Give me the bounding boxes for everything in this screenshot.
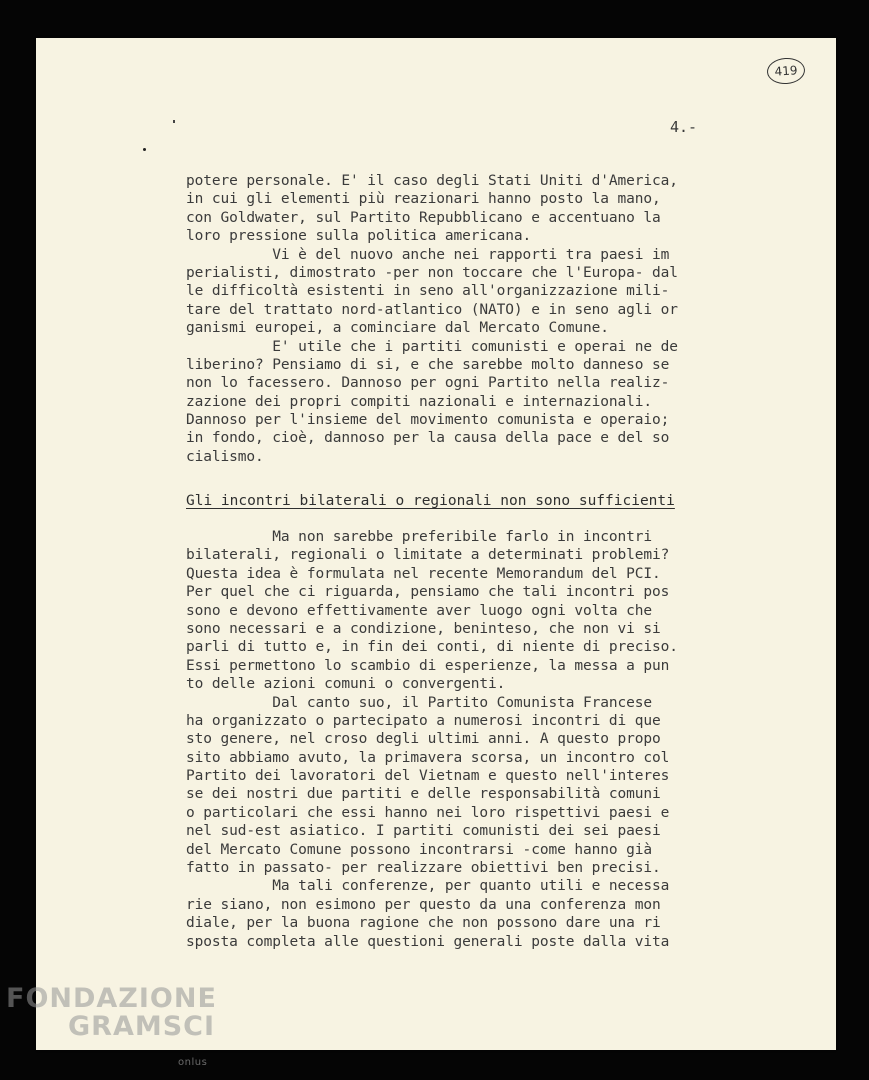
text-line: sposta completa alle questioni generali poste dalla vita <box>186 933 670 950</box>
text-line: Dal canto suo, il Partito Comunista Francese <box>186 694 653 711</box>
text-line: diale, per la buona ragione che non possono dare una ri <box>186 915 661 932</box>
text-line: le difficoltà esistenti in seno all'organizzazione mili- <box>186 283 670 300</box>
text-line: sto genere, nel croso degli ultimi anni. A questo propo <box>186 731 661 748</box>
text-line: se dei nostri due partiti e delle responsabilità comuni <box>186 786 661 803</box>
watermark-line: FONDAZIONE <box>6 983 217 1014</box>
text-line: zazione dei propri compiti nazionali e internazionali. <box>186 393 653 410</box>
section-heading: Gli incontri bilaterali o regionali non sono sufficienti <box>186 493 675 509</box>
text-line: ha organizzato o partecipato a numerosi incontri di que <box>186 712 661 729</box>
text-line: in fondo, cioè, dannoso per la causa della pace e del so <box>186 430 670 447</box>
text-line: Vi è del nuovo anche nei rapporti tra paesi im <box>186 246 670 263</box>
text-line: Per quel che ci riguarda, pensiamo che tali incontri pos <box>186 584 670 601</box>
text-line: cialismo. <box>186 448 264 465</box>
text-line: tare del trattato nord-atlantico (NATO) e in seno agli or <box>186 301 678 318</box>
ink-dot <box>143 148 146 151</box>
text-block-bottom <box>186 528 746 951</box>
document-page <box>36 38 836 1050</box>
text-line: nel sud-est asiatico. I partiti comunisti dei sei paesi <box>186 823 661 840</box>
text-line: liberino? Pensiamo di si, e che sarebbe molto danneso se <box>186 356 670 373</box>
archive-number-stamp: 419 <box>766 57 806 86</box>
text-line: perialisti, dimostrato -per non toccare che l'Europa- dal <box>186 264 678 281</box>
text-line: sito abbiamo avuto, la primavera scorsa, un incontro col <box>186 749 670 766</box>
text-line: o particolari che essi hanno nei loro rispettivi paesi e <box>186 804 670 821</box>
text-line: in cui gli elementi più reazionari hanno posto la mano, <box>186 191 661 208</box>
text-line: Ma non sarebbe preferibile farlo in incontri <box>186 529 653 545</box>
text-line: con Goldwater, sul Partito Repubblicano e accentuano la <box>186 209 661 226</box>
text-line: rie siano, non esimono per questo da una conferenza mon <box>186 896 661 913</box>
text-line: loro pressione sulla politica americana. <box>186 228 532 245</box>
ink-mark <box>173 120 175 123</box>
text-line: sono necessari e a condizione, beninteso, che non vi si <box>186 620 661 637</box>
text-line: del Mercato Comune possono incontrarsi -come hanno già <box>186 841 653 858</box>
text-line: Essi permettono lo scambio di esperienze, la messa a pun <box>186 657 670 674</box>
page-number: 4.- <box>670 118 698 136</box>
text-line: parli di tutto e, in fin dei conti, di niente di preciso. <box>186 639 678 656</box>
text-line: bilaterali, regionali o limitate a determinati problemi? <box>186 547 670 564</box>
watermark-subline: onlus <box>178 1057 208 1068</box>
text-line: potere personale. E' il caso degli Stati Uniti d'America, <box>186 173 678 189</box>
text-line: fatto in passato- per realizzare obiettivi ben precisi. <box>186 860 661 877</box>
text-line: ganismi europei, a cominciare dal Mercato Comune. <box>186 320 609 337</box>
text-line: Partito dei lavoratori del Vietnam e questo nell'interes <box>186 768 670 785</box>
watermark-line: GRAMSCI <box>68 1011 216 1042</box>
text-line: to delle azioni comuni o convergenti. <box>186 676 506 693</box>
text-line: E' utile che i partiti comunisti e operai ne de <box>186 338 678 355</box>
text-line: sono e devono effettivamente aver luogo ogni volta che <box>186 602 653 619</box>
text-line: Ma tali conferenze, per quanto utili e necessa <box>186 878 670 895</box>
text-block-top <box>186 172 746 466</box>
text-line: non lo facessero. Dannoso per ogni Partito nella realiz- <box>186 375 670 392</box>
text-line: Dannoso per l'insieme del movimento comunista e operaio; <box>186 412 670 429</box>
fondazione-gramsci-watermark <box>6 983 217 1068</box>
text-line: Questa idea è formulata nel recente Memorandum del PCI. <box>186 565 661 582</box>
